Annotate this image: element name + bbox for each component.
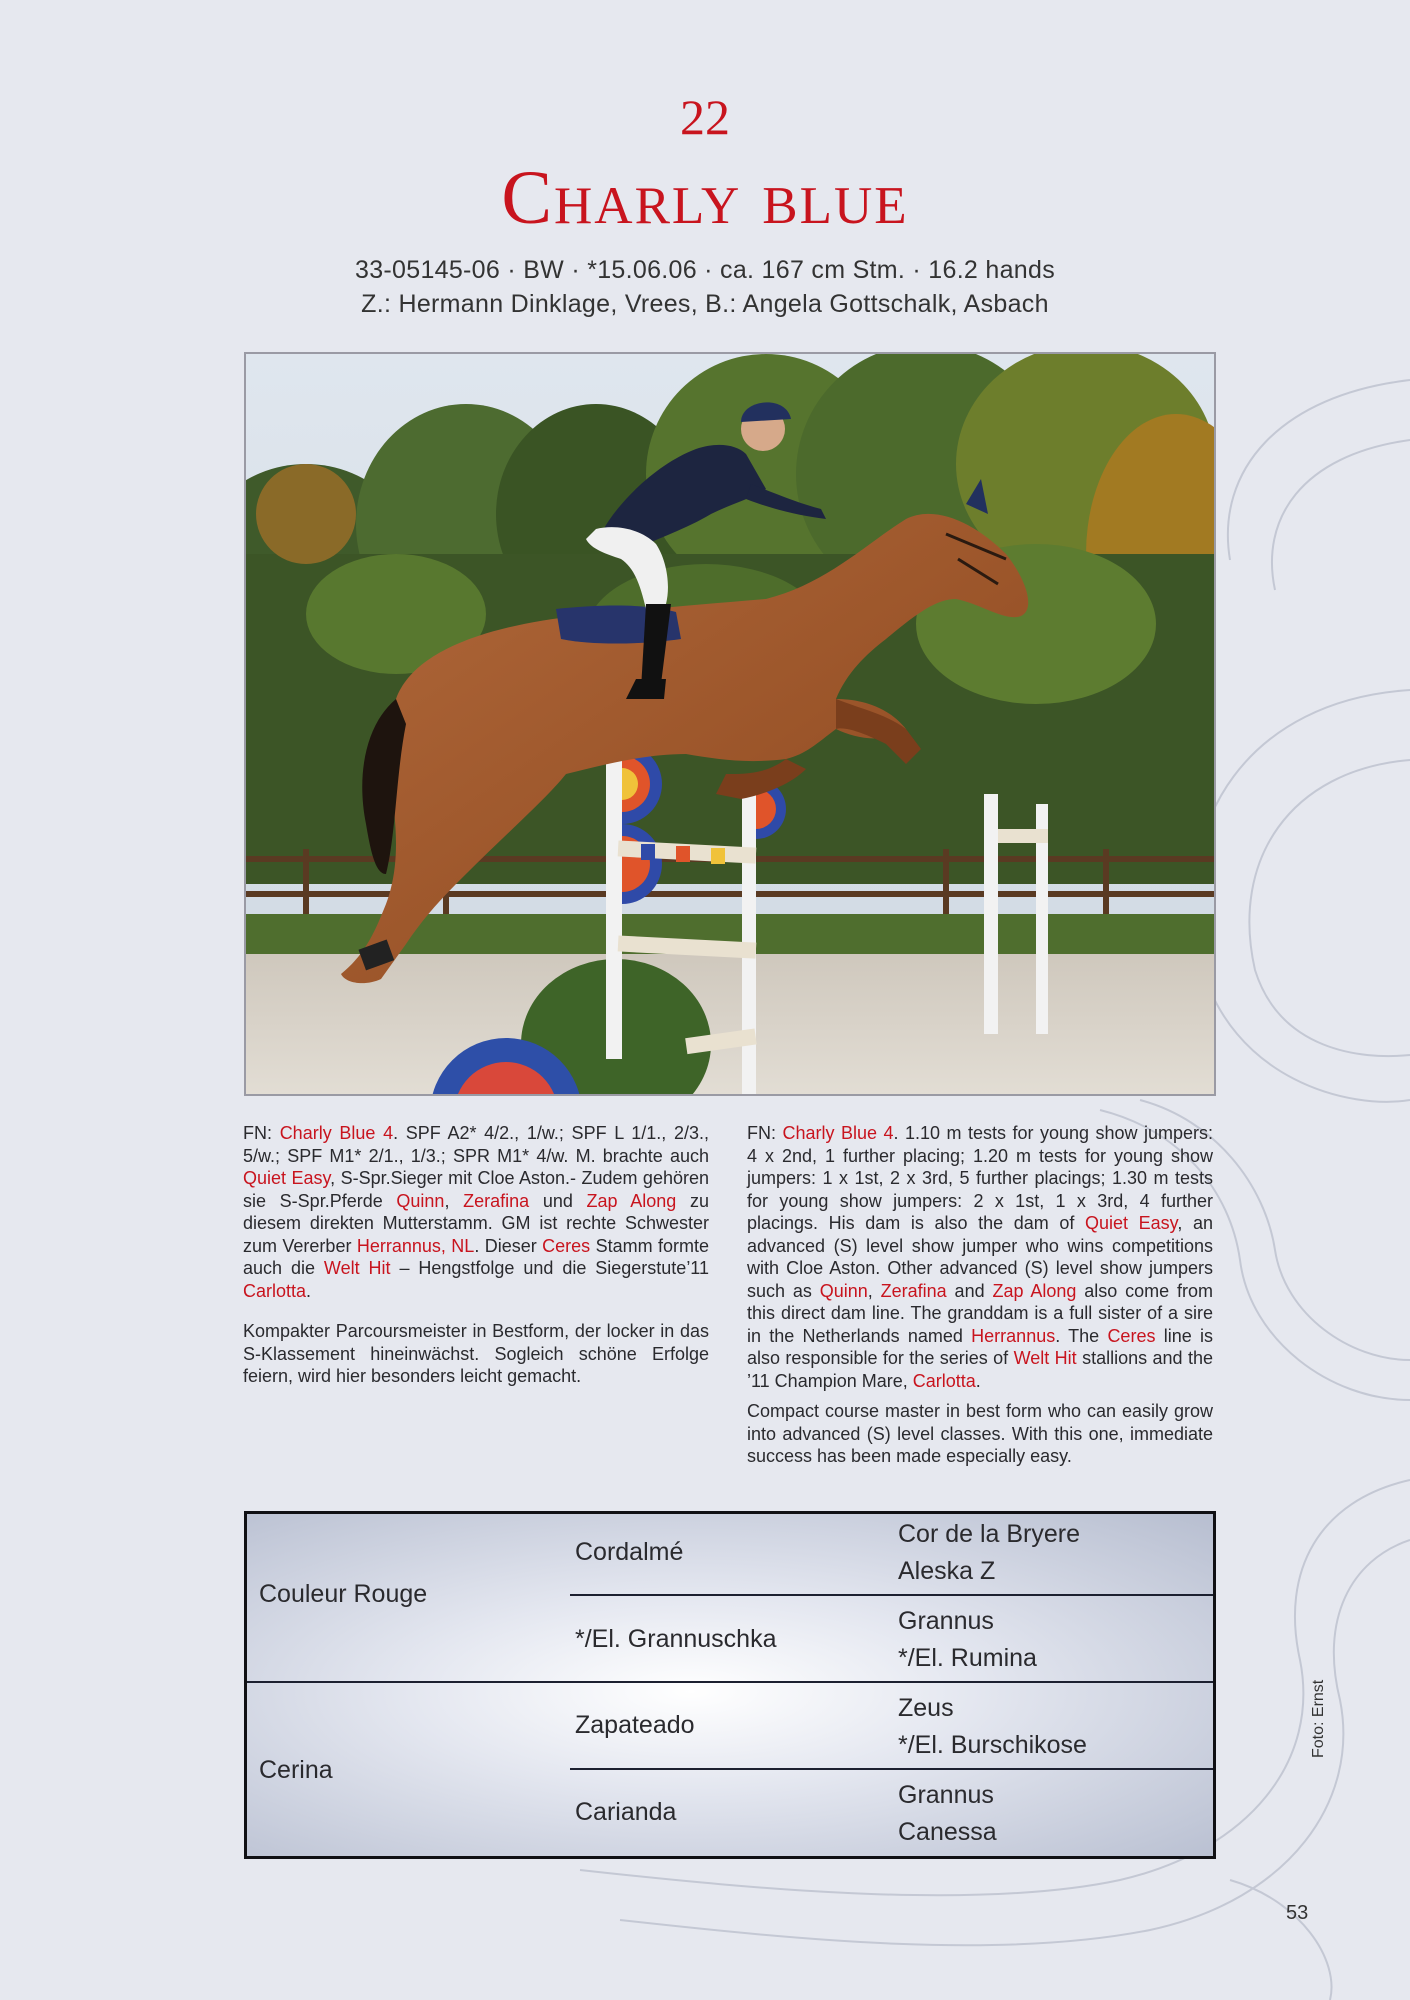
text-run: line is also responsible for the series of [747,1325,1213,1368]
highlighted-name: Herrannus [971,1325,1056,1346]
german-summary-paragraph: Kompakter Parcoursmeister in Bestform, der locker in das S-Klassement hineinwächst. Sogleich schöne Erfolge feiern, wird hier besonders leicht gemacht. [243,1321,709,1386]
text-run: . [306,1280,312,1301]
page-number: 53 [1286,1902,1309,1924]
pedigree-gen3-4: */El. Rumina [898,1644,1037,1672]
photo-credit: Foto: Ernst [1310,1679,1327,1758]
pedigree-divider-sire [570,1594,1213,1596]
text-run: . 1.10 m tests for young show jumpers: 4 x 2nd, 1 further placing; 1.20 m tests for young show jumpers: 1 x 1st, 2 x 3rd, 5 further placings; 1.30 m tests for young show jumpers: 2 x 1st, 1 x 3rd, 4 further placings. His dam is also the dam of [747,1123,1213,1233]
highlighted-name: Herrannus, NL [356,1235,475,1256]
highlighted-name: Welt Hit [1013,1348,1077,1368]
highlighted-name: Charly Blue 4 [782,1123,894,1143]
highlighted-name: Ceres [542,1235,591,1256]
pedigree-sire: Couleur Rouge [259,1580,428,1608]
text-run: Stamm formte auch die [243,1235,709,1278]
text-run: . The [1055,1325,1108,1346]
highlighted-name: Carlotta [243,1280,307,1301]
german-results-paragraph [243,1122,709,1302]
highlighted-name: Quiet Easy [243,1168,331,1188]
text-run: . [975,1370,981,1391]
lot-number: 22 [680,89,730,145]
breeder-owner-line: Z.: Hermann Dinklage, Vrees, B.: Angela Gottschalk, Asbach [361,290,1049,318]
text-run: FN: [747,1123,783,1143]
pedigree-gen3-5: Zeus [898,1694,954,1722]
text-run: , S-Spr.Sieger mit Cloe Aston.- Zudem gehören sie S-Spr.Pferde [243,1168,709,1211]
text-run: . Dieser [474,1235,543,1256]
registration-info-line: 33-05145-06 · BW · *15.06.06 · ca. 167 cm Stm. · 16.2 hands [355,256,1055,284]
description-english [747,1122,1213,1486]
text-run: und [529,1190,587,1211]
pedigree-gen3-2: Aleska Z [898,1557,996,1585]
english-results-paragraph [747,1122,1213,1392]
pedigree-gen3-7: Grannus [898,1781,994,1809]
highlighted-name: Zap Along [586,1190,677,1211]
pedigree-dam-sire: Zapateado [575,1711,695,1739]
text-run: FN: [243,1123,280,1143]
pedigree-table [244,1511,1216,1859]
text-run: , [444,1190,464,1211]
highlighted-name: Welt Hit [323,1258,391,1278]
description-german [243,1122,709,1406]
text-run: . SPF A2* 4/2., 1/w.; SPF L 1/1., 2/3., 5/w.; SPF M1* 2/1., 1/3.; SPR M1* 4/w. M. brachte auch [243,1123,709,1166]
highlighted-name: Zerafina [463,1190,530,1211]
highlighted-name: Quinn [819,1280,868,1301]
horse-jumping-photo [244,352,1216,1096]
pedigree-gen3-8: Canessa [898,1818,997,1846]
pedigree-divider-main [247,1681,1213,1683]
highlighted-name: Zerafina [880,1280,947,1301]
pedigree-gen3-3: Grannus [898,1607,994,1635]
text-run: also come from this direct dam line. The granddam is a full sister of a sire in the Netherlands named [747,1280,1213,1346]
show-jumping-horse-photo [246,354,1214,1094]
pedigree-divider-dam [570,1768,1213,1770]
pedigree-sire-dam: */El. Grannuschka [575,1625,777,1653]
text-run: – Hengstfolge und die Siegerstute’11 [390,1258,709,1278]
highlighted-name: Ceres [1107,1325,1156,1346]
text-run: zu diesem direkten Mutterstamm. GM ist rechte Schwester zum Vererber [243,1190,709,1256]
highlighted-name: Zap Along [992,1280,1077,1301]
pedigree-dam: Cerina [259,1756,333,1784]
pedigree-gen3-1: Cor de la Bryere [898,1520,1081,1548]
text-run: , [867,1280,881,1301]
english-summary-paragraph: Compact course master in best form who can easily grow into advanced (S) level classes. With this one, immediate success has been made especially easy. [747,1401,1213,1466]
highlighted-name: Quinn [396,1190,445,1211]
text-run: stallions and the ’11 Champion Mare, [747,1348,1213,1391]
text-run: and [946,1280,993,1301]
highlighted-name: Charly Blue 4 [279,1123,394,1143]
horse-name-title: Charly blue [501,156,909,240]
highlighted-name: Quiet Easy [1085,1213,1178,1233]
text-run: , an advanced (S) level show jumper who wins competitions with Cloe Aston. Other advanced (S) level show jumpers such as [747,1213,1213,1301]
pedigree-sire-sire: Cordalmé [575,1538,684,1566]
highlighted-name: Carlotta [912,1370,976,1391]
pedigree-dam-dam: Carianda [575,1798,677,1826]
pedigree-gen3-6: */El. Burschikose [898,1731,1087,1759]
